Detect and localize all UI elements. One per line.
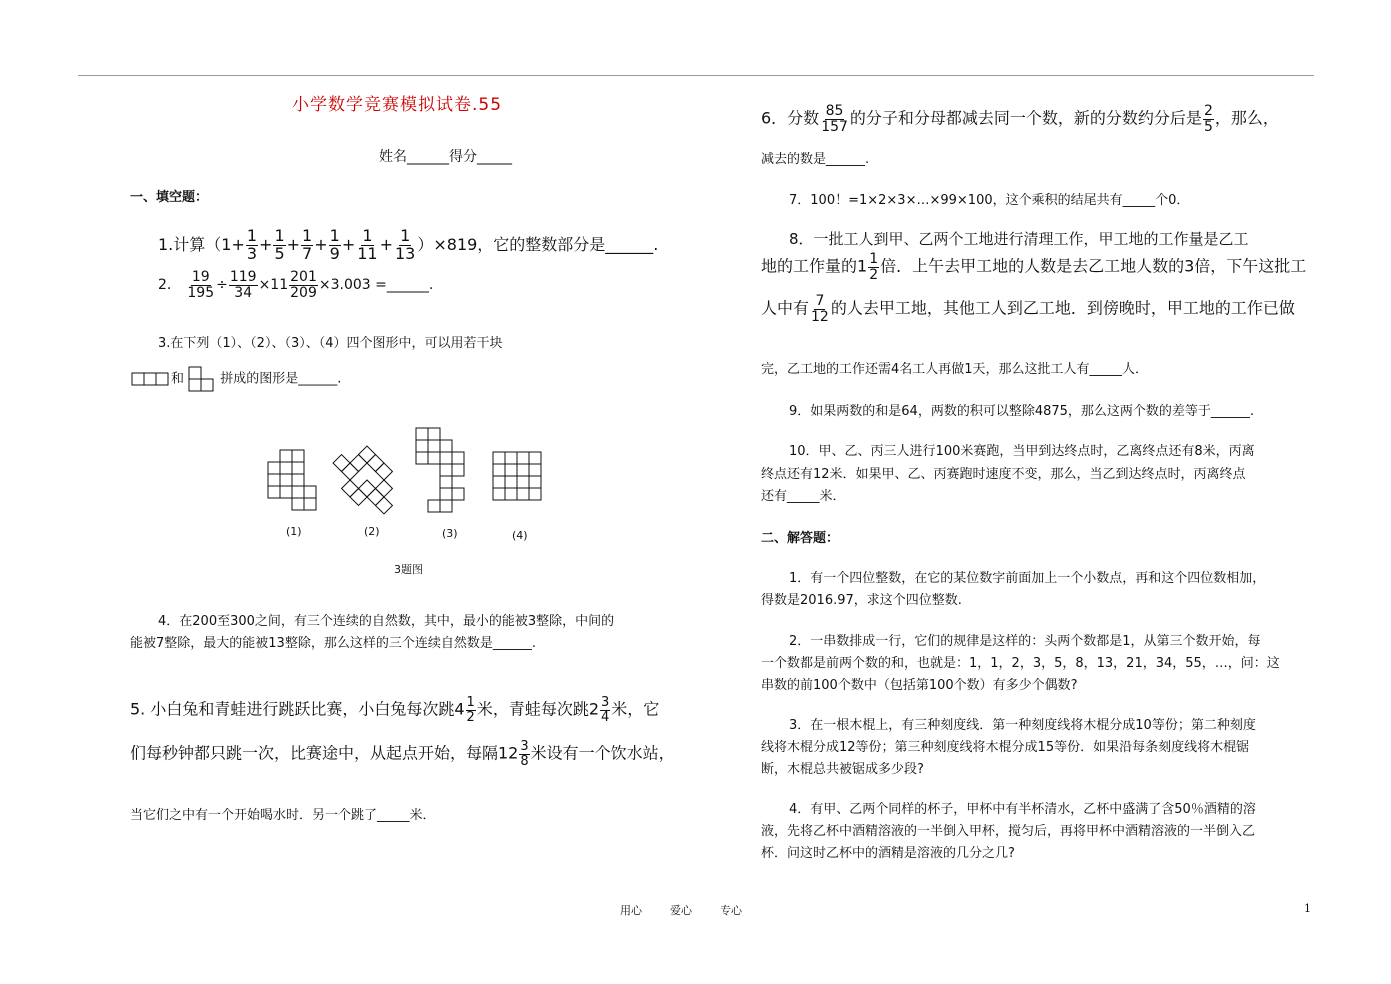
q8-text-b: 倍．上午去甲工地的人数是去乙工地人数的3倍，下午这批工 xyxy=(880,256,1307,276)
solve-2-line3: 串数的前100个数中（包括第100个数）有多少个偶数? xyxy=(761,678,1078,693)
solve-4-line3: 杯．问这时乙杯中的酒精是溶液的几分之几? xyxy=(761,846,1015,861)
question-3-line1: 3.在下列（1）、（2）、（3）、（4）四个图形中，可以用若干块 xyxy=(158,336,503,351)
solve-1-line1: 1．有一个四位整数，在它的某位数字前面加上一个小数点，再和这个四位数相加， xyxy=(789,571,1266,586)
fraction: $\frac{1}{2}$ xyxy=(466,695,475,725)
q8-text-d: 的人去甲工地，其他工人到乙工地．到傍晚时，甲工地的工作已做 xyxy=(830,298,1295,318)
section-fill-in-heading: 一、填空题： xyxy=(130,190,209,205)
fraction: $\frac{3}{4}$ xyxy=(601,695,610,725)
l-tromino-icon xyxy=(188,366,216,392)
q1-prefix: 1.计算（1+ xyxy=(158,234,245,254)
question-5-line2 xyxy=(130,740,675,768)
figure-caption: 3题图 xyxy=(394,563,423,576)
q6-text-a: 6．分数 xyxy=(761,108,820,128)
fraction: $\frac{3}{8}$ xyxy=(520,739,529,769)
figure-2-label: (2) xyxy=(364,525,380,538)
question-6-line1 xyxy=(761,104,1279,134)
solve-1-line2: 得数是2016.97，求这个四位整数. xyxy=(761,593,962,608)
fraction: $\frac{1}{7}$ xyxy=(302,226,313,263)
footer-item: 爱心 xyxy=(670,904,692,917)
and-text: 和 xyxy=(171,371,185,387)
section-solve-heading: 二、解答题： xyxy=(761,531,840,546)
q6-text-c: ，那么， xyxy=(1214,108,1279,128)
solve-2-line2: 一个数都是前两个数的和，也就是：1，1，2，3，5，8，13，21，34，55，…，问：这 xyxy=(761,656,1280,671)
fraction: $\frac{1}{11}$ xyxy=(357,226,378,263)
solve-2-line1: 2．一串数排成一行，它们的规律是这样的：头两个数都是1，从第三个数开始，每 xyxy=(789,634,1261,649)
fraction: $\frac{7}{12}$ xyxy=(811,293,829,325)
q5-text-d: 们每秒钟都只跳一次，比赛途中，从起点开始，每隔12 xyxy=(130,743,519,763)
figure-1-label: (1) xyxy=(286,525,302,538)
question-8-line1: 8．一批工人到甲、乙两个工地进行清理工作，甲工地的工作量是乙工 xyxy=(789,230,1249,248)
q2-suffix: ×3.003 =______. xyxy=(318,277,434,294)
solve-3-line3: 断，木棍总共被锯成多少段? xyxy=(761,762,924,777)
footer-item: 用心 xyxy=(620,904,642,917)
fraction: $\frac{1}{2}$ xyxy=(869,251,879,283)
fraction: $\frac{1}{9}$ xyxy=(329,226,340,263)
q8-text-c: 人中有 xyxy=(761,298,810,318)
q5-text-b: 米，青蛙每次跳2 xyxy=(476,699,600,719)
q5-text-e: 米设有一个饮水站， xyxy=(530,743,675,763)
page-title: 小学数学竞赛模拟试卷.55 xyxy=(292,95,503,115)
question-10-line2: 终点还有12米．如果甲、乙、丙赛跑时速度不变，那么，当乙到达终点时，丙离终点 xyxy=(761,467,1246,482)
fraction: $\frac{1}{5}$ xyxy=(274,226,285,263)
figure-3-label: (3) xyxy=(442,527,458,540)
triomino-bar-icon xyxy=(131,372,171,386)
q1-suffix: ）×819，它的整数部分是______. xyxy=(417,234,659,254)
fraction: $\frac{201}{209}$ xyxy=(290,269,317,301)
question-6-line2: 减去的数是______. xyxy=(761,152,870,167)
question-2 xyxy=(158,270,433,300)
figure-2 xyxy=(325,438,410,523)
question-1: 1.计算（1+ $\frac{1}{3}$ + $\frac{1}{5}$ + $\frac{1}{7}$ + $\frac{1}{9}$ + $\frac{1}{11}$ + $\frac{1}{13}$ ）×819，它的整数部分是______. xyxy=(158,226,659,263)
fraction: $\frac{1}{3}$ xyxy=(246,226,258,263)
q3-tail: 拼成的图形是______. xyxy=(220,371,342,387)
footer-item: 专心 xyxy=(720,904,742,917)
q2-number: 2． xyxy=(158,277,181,294)
question-8-line4: 完，乙工地的工作还需4名工人再做1天，那么这批工人有_____人． xyxy=(761,362,1149,377)
question-4-line1: 4．在200至300之间，有三个连续的自然数，其中，最小的能被3整除，中间的 xyxy=(158,614,615,629)
question-8-line3 xyxy=(761,294,1295,324)
header-rule xyxy=(78,75,1314,76)
fraction: $\frac{2}{5}$ xyxy=(1203,103,1213,135)
q6-text-b: 的分子和分母都减去同一个数，新的分数约分后是 xyxy=(849,108,1202,128)
fraction: $\frac{19}{195}$ xyxy=(187,269,215,301)
name-score-line: 姓名______得分_____ xyxy=(379,149,512,165)
fraction: $\frac{119}{34}$ xyxy=(229,269,257,301)
figure-4-label: (4) xyxy=(512,529,528,542)
q5-text-a: 5. 小白兔和青蛙进行跳跃比赛，小白兔每次跳4 xyxy=(130,699,465,719)
figure-3 xyxy=(416,428,464,512)
question-9: 9．如果两数的和是64，两数的积可以整除4875，那么这两个数的差等于______. xyxy=(789,404,1255,419)
fraction: $\frac{85}{157}$ xyxy=(821,103,848,135)
fraction: $\frac{1}{13}$ xyxy=(395,226,416,263)
solve-3-line2: 线将木棍分成12等份；第三种刻度线将木棍分成15等份．如果沿每条刻度线将木棍锯 xyxy=(761,740,1250,755)
question-4-line2: 能被7整除，最大的能被13整除，那么这样的三个连续自然数是______. xyxy=(130,636,536,651)
figure-1 xyxy=(268,450,316,510)
multiply-term: ×11 xyxy=(258,277,289,294)
question-10-line3: 还有_____米． xyxy=(761,489,846,504)
question-7: 7．100！=1×2×3×…×99×100，这个乘积的结尾共有_____个0． xyxy=(789,193,1190,208)
question-8-line2 xyxy=(761,252,1306,282)
solve-3-line1: 3．在一根木棍上，有三种刻度线．第一种刻度线将木棍分成10等份；第二种刻度 xyxy=(789,718,1256,733)
question-5-line1 xyxy=(130,696,659,724)
question-3-line2 xyxy=(131,366,341,392)
figure-4 xyxy=(493,452,541,500)
question-5-line3: 当它们之中有一个开始喝水时．另一个跳了_____米． xyxy=(130,808,436,823)
solve-4-line2: 液，先将乙杯中酒精溶液的一半倒入甲杯，搅匀后，再将甲杯中酒精溶液的一半倒入乙 xyxy=(761,824,1256,839)
q5-text-c: 米，它 xyxy=(611,699,660,719)
solve-4-line1: 4．有甲、乙两个同样的杯子，甲杯中有半杯清水，乙杯中盛满了含50％酒精的溶 xyxy=(789,802,1256,817)
q8-text-a: 地的工作量的1 xyxy=(761,256,868,276)
divide-sign: ÷ xyxy=(216,277,228,294)
page-number: 1 xyxy=(1304,902,1311,915)
question-10-line1: 10．甲、乙、丙三人进行100米赛跑，当甲到达终点时，乙离终点还有8米，丙离 xyxy=(789,444,1255,459)
